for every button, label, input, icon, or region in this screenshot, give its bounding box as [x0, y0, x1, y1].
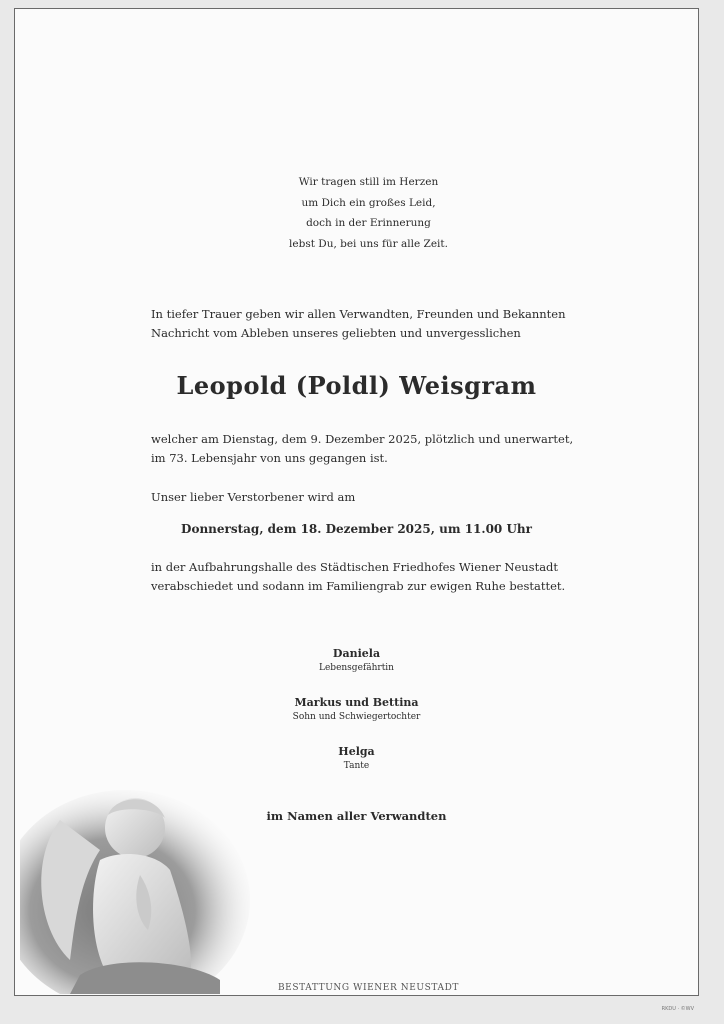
death-notice	[151, 430, 591, 468]
death-notice-line: welcher am Dienstag, dem 9. Dezember 2025, plötzlich und unerwartet,	[151, 432, 574, 446]
intro-line: Nachricht vom Ableben unseres geliebten und unvergesslichen	[151, 326, 521, 340]
funeral-date: Donnerstag, dem 18. Dezember 2025, um 11.00 Uhr	[181, 522, 532, 536]
poem-line: um Dich ein großes Leid,	[301, 196, 436, 209]
printer-fine-print: RKDU · ©WV	[661, 1006, 694, 1012]
angel-statue-image	[20, 780, 250, 994]
intro-line: In tiefer Trauer geben wir allen Verwandten, Freunden und Bekannten	[151, 307, 566, 321]
undertaker-name: BESTATTUNG WIENER NEUSTADT	[277, 983, 460, 993]
funeral-place-line: in der Aufbahrungshalle des Städtischen Friedhofes Wiener Neustadt	[151, 560, 559, 574]
memorial-poem	[15, 172, 698, 254]
closing-line: im Namen aller Verwandten	[266, 809, 447, 823]
mourner-entry	[15, 646, 698, 675]
poem-line: Wir tragen still im Herzen	[298, 176, 439, 188]
mourner-relation: Lebensgefährtin	[319, 663, 394, 673]
mourner-entry	[15, 695, 698, 724]
mourner-entry	[15, 744, 698, 773]
mourner-relation: Tante	[343, 761, 370, 771]
poem-line: lebst Du, bei uns für alle Zeit.	[289, 237, 448, 250]
mourner-name: Daniela	[332, 647, 381, 660]
funeral-place-line: verabschiedet und sodann im Familiengrab zur ewigen Ruhe bestattet.	[151, 579, 566, 593]
funeral-place	[151, 558, 591, 596]
mourner-name: Helga	[338, 745, 375, 758]
mourner-name: Markus und Bettina	[294, 696, 419, 709]
intro-paragraph	[151, 305, 591, 343]
deceased-name: Leopold (Poldl) Weisgram	[176, 371, 537, 400]
death-notice-line: im 73. Lebensjahr von uns gegangen ist.	[151, 451, 388, 465]
funeral-intro: Unser lieber Verstorbener wird am	[151, 490, 356, 504]
poem-line: doch in der Erinnerung	[306, 217, 431, 229]
mourner-relation: Sohn und Schwiegertochter	[292, 712, 421, 722]
